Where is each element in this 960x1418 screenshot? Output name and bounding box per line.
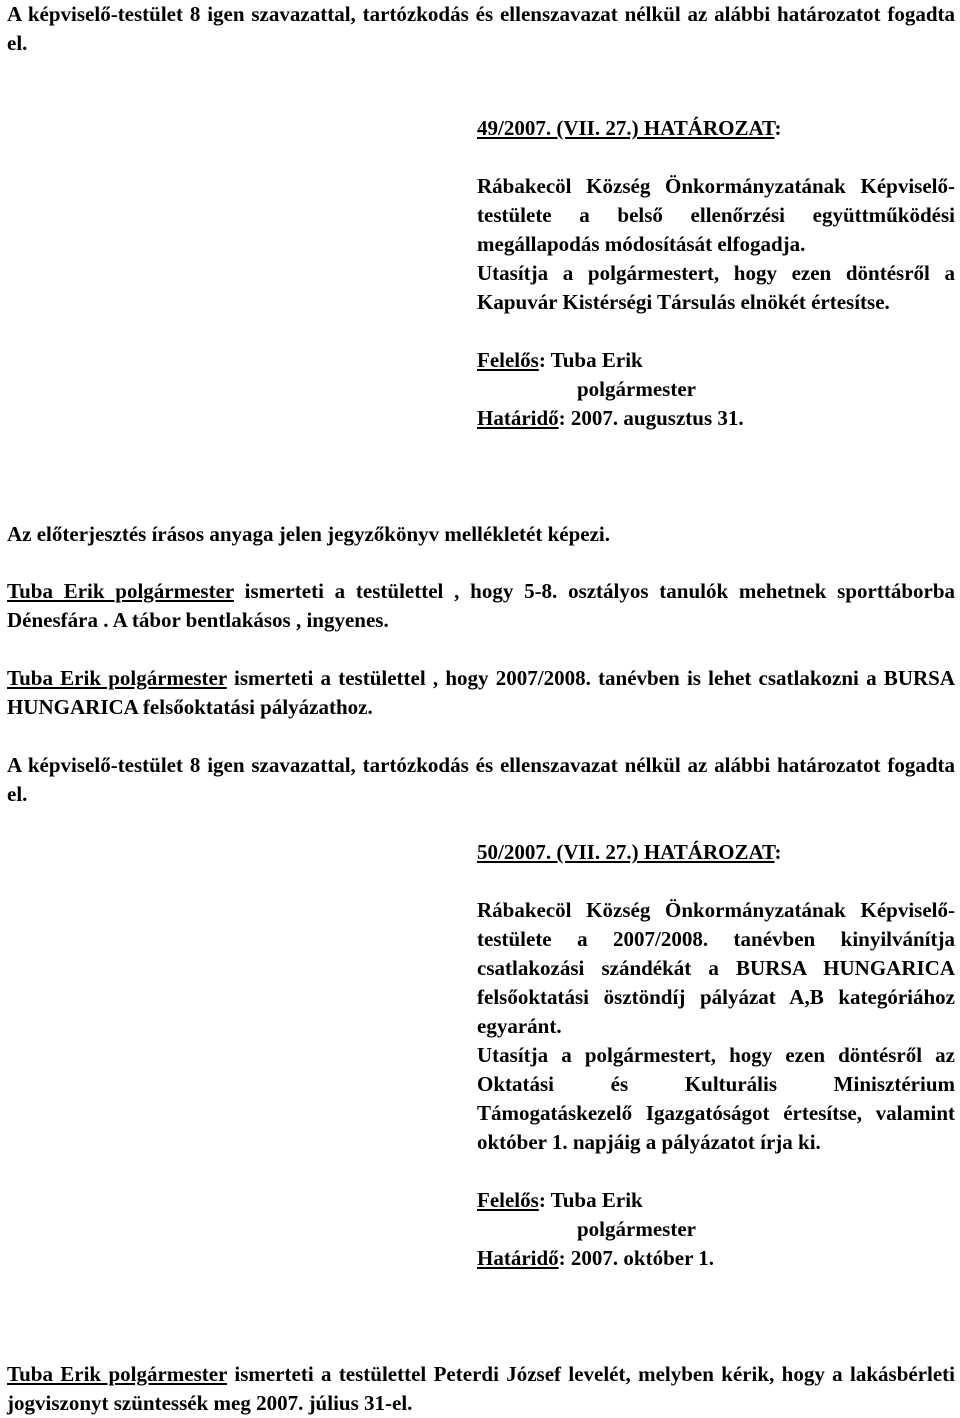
resolution-2-deadline: Határidő: 2007. október 1. [477, 1246, 715, 1270]
attachment-note: Az előterjesztés írásos anyaga jelen jegyzőkönyv mellékletét képezi. [7, 522, 610, 546]
middle-section [7, 520, 955, 809]
resolution-2-text-1: Rábakecöl Község Önkormányzatának Képviselő-testülete a 2007/2008. tanévben kinyilvánítja csatlakozási szándékát a BURSA HUNGARICA felsőoktatási ösztöndíj pályázat A,B kategóriához egyaránt. [477, 898, 955, 1038]
resolution-1-title: 49/2007. (VII. 27.) HATÁROZAT: [477, 116, 782, 140]
info-paragraph-1: Tuba Erik polgármester ismerteti a testülettel , hogy 5-8. osztályos tanulók mehetnek sporttáborba Dénesfára . A tábor bentlakásos , ingyenes. [7, 579, 956, 632]
info-paragraph-3: Tuba Erik polgármester ismerteti a testülettel Peterdi József levelét, melyben kérik, hogy a lakásbérleti jogviszonyt szüntessék meg 2007. július 31-el. [7, 1362, 955, 1415]
resolution-1-responsible: Felelős: Tuba Erik [477, 348, 643, 372]
resolution-2-text-2: Utasítja a polgármestert, hogy ezen döntésről az Oktatási és Kulturális Minisztérium Támogatáskezelő Igazgatóságot értesítse, valamint október 1. napjáig a pályázatot írja ki. [477, 1043, 955, 1154]
resolution-2-responsible-title: polgármester [577, 1217, 696, 1241]
voting-paragraph-2: A képviselő-testület 8 igen szavazattal, tartózkodás és ellenszavazat nélkül az alábbi határozatot fogadta el. [7, 753, 955, 806]
resolution-1 [477, 114, 955, 433]
resolution-1-deadline: Határidő: 2007. augusztus 31. [477, 406, 744, 430]
resolution-2-responsible: Felelős: Tuba Erik [477, 1188, 643, 1212]
info-paragraph-2: Tuba Erik polgármester ismerteti a testülettel , hogy 2007/2008. tanévben is lehet csatlakozni a BURSA HUNGARICA felsőoktatási pályázathoz. [7, 666, 955, 719]
resolution-2-title: 50/2007. (VII. 27.) HATÁROZAT: [477, 840, 782, 864]
bottom-section [7, 1360, 955, 1418]
resolution-1-responsible-title: polgármester [577, 377, 696, 401]
resolution-2 [477, 838, 955, 1273]
resolution-1-text-1: Rábakecöl Község Önkormányzatának Képviselő-testülete a belső ellenőrzési együttműködési megállapodás módosítását elfogadja. [477, 174, 955, 256]
resolution-1-text-2: Utasítja a polgármestert, hogy ezen döntésről a Kapuvár Kistérségi Társulás elnökét értesítse. [477, 261, 955, 314]
voting-paragraph-1: A képviselő-testület 8 igen szavazattal, tartózkodás és ellenszavazat nélkül az alábbi határozatot fogadta el. [7, 2, 955, 55]
